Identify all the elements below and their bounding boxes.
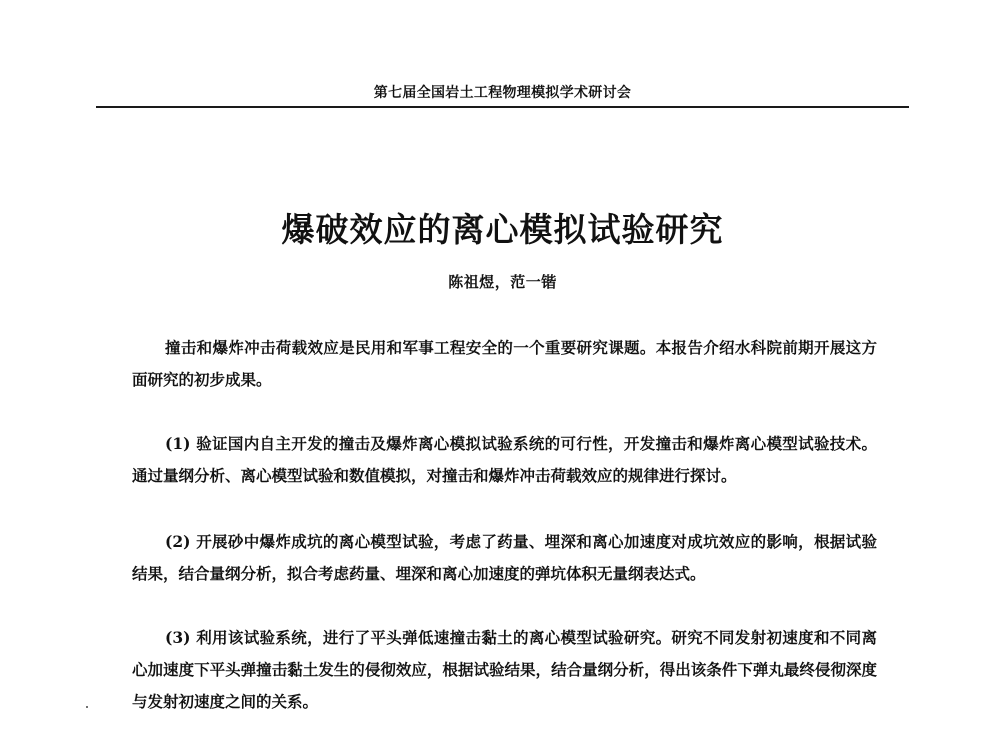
paragraph-item-2: (2) 开展砂中爆炸成坑的离心模型试验，考虑了药量、埋深和离心加速度对成坑效应的影响，根据试验结果，结合量纲分析，拟合考虑药量、埋深和离心加速度的弹坑体积无量纲表达式。 xyxy=(132,532,877,583)
paragraph-item-1: (1) 验证国内自主开发的撞击及爆炸离心模拟试验系统的可行性，开发撞击和爆炸离心模型试验技术。通过量纲分析、离心模型试验和数值模拟，对撞击和爆炸冲击荷载效应的规律进行探讨。 xyxy=(132,434,877,485)
scan-speck xyxy=(86,706,88,708)
paragraph-intro: 撞击和爆炸冲击荷载效应是民用和军事工程安全的一个重要研究课题。本报告介绍水科院前期开展这方面研究的初步成果。 xyxy=(132,338,877,389)
article-title: 爆破效应的离心模拟试验研究 xyxy=(281,210,724,249)
paragraph-item-3: (3) 利用该试验系统，进行了平头弹低速撞击黏土的离心模型试验研究。研究不同发射初速度和不同离心加速度下平头弹撞击黏土发生的侵彻效应，根据试验结果，结合量纲分析，得出该条件下弹丸最终侵彻深度与发射初速度之间的关系。 xyxy=(132,628,877,711)
running-head: 第七届全国岩土工程物理模拟学术研讨会 xyxy=(373,85,632,101)
article-authors: 陈祖煜，范一锴 xyxy=(448,273,557,291)
header-rule xyxy=(96,106,909,108)
